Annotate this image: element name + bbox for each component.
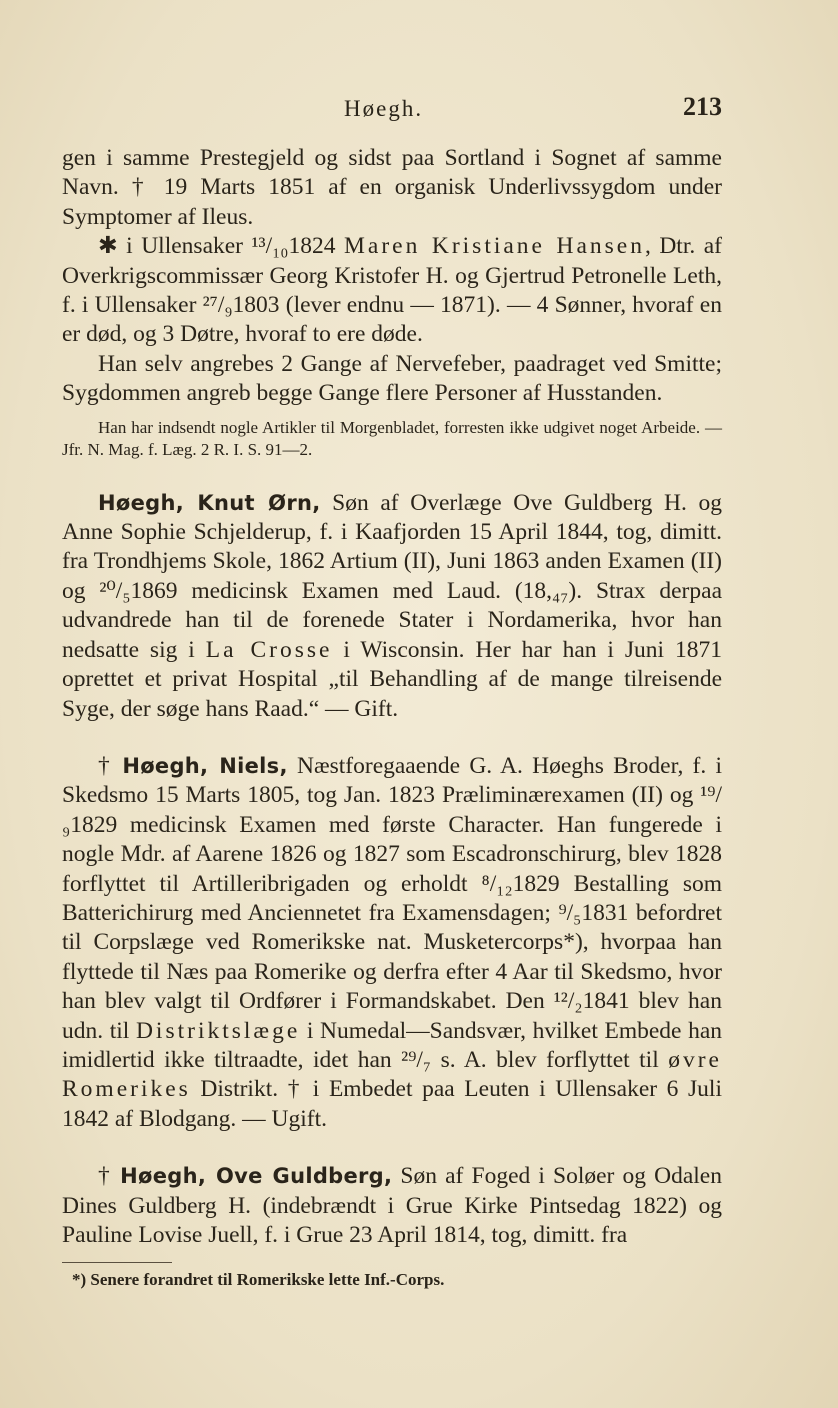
running-head: Høegh. bbox=[344, 96, 424, 121]
place-name: La Crosse bbox=[205, 636, 333, 663]
marriage-prefix: ✱ i Ullensaker ¹³/₁₀1824 bbox=[98, 233, 345, 260]
illness-paragraph: Han selv angrebes 2 Gange af Nervefeber, paadraget ved Smitte; Sygdommen angreb begge Gange flere Personer af Husstanden. bbox=[62, 350, 722, 407]
marriage-details: , Dtr. af Overkrigscommissær Georg Kristofer H. og Gjertrud Petronelle Leth, f. i Ullensaker ²⁷/₉1803 (lever endnu — 1871). — 4 Sønner, hvoraf en er død, og 3 Døtre, hvoraf to ere døde. bbox=[62, 233, 722, 348]
entry-text-continued: i Numedal—Sandsvær, hvilket Embede han imidlertid ikke tiltraadte, idet han ²⁹/₇ s. A. blev forflyttet til bbox=[62, 1017, 722, 1073]
entry-knut-orn bbox=[62, 489, 722, 724]
office-title: Distriktslæge bbox=[135, 1017, 301, 1044]
entry-ove-guldberg bbox=[62, 1162, 722, 1250]
entry-text-continued: i Wisconsin. Her har han i Juni 1871 oprettet et privat Hospital „til Behandling af de mange tilreisende Syge, der søge hans Raad.“ — Gift. bbox=[62, 636, 722, 722]
body-text bbox=[62, 144, 722, 1250]
entry-text: Søn af Overlæge Ove Guldberg H. og Anne Sophie Schjelderup, f. i Kaafjorden 15 April 1844, tog, dimitt. fra Trondhjems Skole, 1862 Artium (II), Juni 1863 anden Examen (II) og ²⁰/₅1869 medicinsk Examen med Laud. (18,₄₇). Strax derpaa udvandrede han til de forenede Stater i Nordamerika, hvor han nedsatte sig i bbox=[62, 489, 723, 663]
wife-name: Maren Kristiane Hansen bbox=[344, 233, 645, 260]
dagger-mark: † bbox=[98, 752, 123, 779]
entry-text-end: Distrikt. † i Embedet paa Leuten i Ullensaker 6 Juli 1842 af Blodgang. — Ugift. bbox=[62, 1076, 722, 1132]
page-header bbox=[62, 92, 722, 132]
entry-heading: Høegh, Niels, bbox=[122, 753, 288, 778]
page-number: 213 bbox=[683, 92, 722, 121]
entry-heading: Høegh, Knut Ørn, bbox=[98, 490, 321, 515]
entry-niels bbox=[62, 752, 722, 1134]
footnote-rule bbox=[62, 1262, 172, 1263]
footnote: *) Senere forandret til Romerikske lette Inf.-Corps. bbox=[72, 1270, 445, 1289]
district-name: øvre Romerikes bbox=[62, 1046, 722, 1103]
entry-heading: Høegh, Ove Guldberg, bbox=[120, 1164, 393, 1189]
dagger-mark: † bbox=[98, 1163, 121, 1190]
publications-note: Han har indsendt nogle Artikler til Morgenbladet, forresten ikke udgivet noget Arbeide. — Jfr. N. Mag. f. Læg. 2 R. I. S. 91—2. bbox=[62, 417, 722, 459]
entry-text: Næstforegaaende G. A. Høeghs Broder, f. i Skedsmo 15 Marts 1805, tog Jan. 1823 Præliminærexamen (II) og ¹⁹/₉1829 medicinsk Examen med første Character. Han fungerede i nogle Mdr. af Aarene 1826 og 1827 som Escadronschirurg, blev 1828 forflyttet til Artilleribrigaden og erholdt ⁸/₁₂1829 Bestalling som Batterichirurg med Anciennetet fra Examensdagen; ⁹/₅1831 befordret til Corpslæge ved Romerikske nat. Musketercorps*), hvorpaa han flyttede til Næs paa Romerike og derfra efter 4 Aar til Skedsmo, hvor han blev valgt til Ordfører i Formandskabet. Den ¹²/₂1841 blev han udn. til bbox=[62, 752, 722, 1044]
entry-text: Søn af Foged i Soløer og Odalen Dines Guldberg H. (indebrændt i Grue Kirke Pintsedag 1822) og Pauline Lovise Juell, f. i Grue 23 April 1814, tog, dimitt. fra bbox=[62, 1163, 722, 1248]
continuation-paragraph: gen i samme Prestegjeld og sidst paa Sortland i Sognet af samme Navn. † 19 Marts 1851 af en organisk Underlivssygdom under Symptomer af Ileus. bbox=[62, 145, 722, 230]
marriage-paragraph bbox=[62, 232, 722, 350]
